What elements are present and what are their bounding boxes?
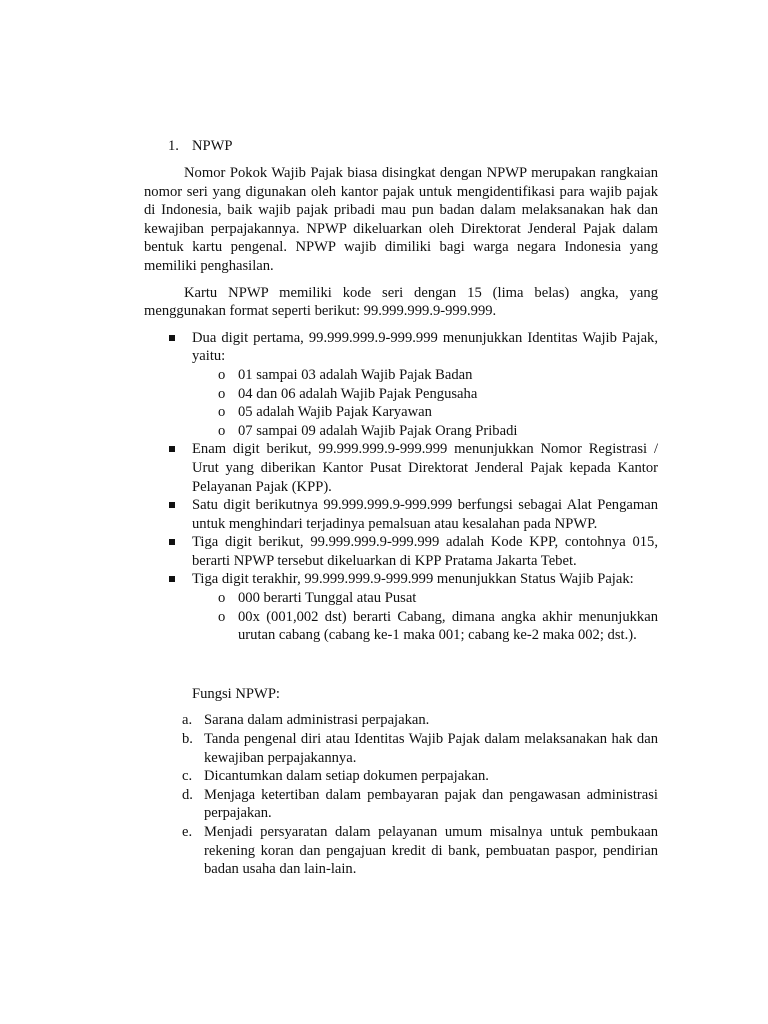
fungsi-item-label: e.	[182, 824, 193, 840]
square-bullet-icon	[169, 539, 175, 545]
sub-list-item	[192, 366, 658, 385]
heading-title: NPWP	[192, 138, 233, 154]
circle-bullet-icon: o	[218, 366, 226, 383]
fungsi-item	[144, 786, 658, 823]
fungsi-item-label: d.	[182, 786, 193, 803]
fungsi-item-label: b.	[182, 731, 193, 748]
square-bullet-icon	[169, 335, 175, 341]
square-bullet-icon	[169, 576, 175, 582]
sub-list	[192, 589, 658, 645]
format-paragraph: Kartu NPWP memiliki kode seri dengan 15 (lima belas) angka, yang menggunakan format seperti berikut: 99.999.999.9-999.999.	[144, 284, 658, 320]
list-item-text: Dua digit pertama, 99.999.999.9-999.999 menunjukkan Identitas Wajib Pajak, yaitu:	[192, 329, 658, 365]
fungsi-item-label: a.	[182, 712, 193, 729]
intro-paragraph: Nomor Pokok Wajib Pajak biasa disingkat dengan NPWP merupakan rangkaian nomor seri yang digunakan oleh kantor pajak untuk mengidentifikasi para wajib pajak di Indonesia, baik wajib pajak pribadi mau pun badan dalam melaksanakan hak dan kewajiban perpajakannya. NPWP dikeluarkan oleh Direktorat Jenderal Pajak dalam bentuk kartu pengenal. NPWP wajib dimiliki bagi warga negara Indonesia yang memiliki penghasilan.	[144, 165, 658, 274]
sub-list-item	[192, 608, 658, 645]
sub-list-item	[192, 589, 658, 608]
circle-bullet-icon: o	[218, 422, 226, 439]
list-item	[144, 496, 658, 533]
list-item-text: Tiga digit berikut, 99.999.999.9-999.999 adalah Kode KPP, contohnya 015, berarti NPWP tersebut dikeluarkan di KPP Pratama Jakarta Tebet.	[192, 534, 658, 569]
list-item-text: Tiga digit terakhir, 99.999.999.9-999.999 menunjukkan Status Wajib Pajak:	[192, 571, 634, 588]
sub-list-item-text: 07 sampai 09 adalah Wajib Pajak Orang Pribadi	[238, 422, 518, 439]
heading-number: 1.	[168, 138, 179, 154]
fungsi-item-text: Sarana dalam administrasi perpajakan.	[204, 712, 430, 729]
fungsi-item	[144, 730, 658, 767]
section-heading	[168, 136, 658, 156]
circle-bullet-icon: o	[218, 385, 226, 402]
fungsi-list	[144, 711, 658, 878]
sub-list-item-text: 01 sampai 03 adalah Wajib Pajak Badan	[238, 366, 473, 383]
fungsi-item-text: Dicantumkan dalam setiap dokumen perpajakan.	[204, 768, 489, 785]
sub-list-item-text: 05 adalah Wajib Pajak Karyawan	[238, 404, 432, 421]
list-item	[144, 533, 658, 570]
sub-list-item	[192, 422, 658, 441]
sub-list-item-text: 000 berarti Tunggal atau Pusat	[238, 590, 417, 607]
sub-list-item	[192, 403, 658, 422]
sub-list-item-text: 04 dan 06 adalah Wajib Pajak Pengusaha	[238, 385, 478, 402]
sub-list-item	[192, 385, 658, 404]
fungsi-item	[144, 823, 658, 879]
circle-bullet-icon: o	[218, 608, 226, 625]
list-item	[144, 570, 658, 644]
fungsi-item-text: Menjadi persyaratan dalam pelayanan umum misalnya untuk pembukaan rekening koran dan pengajuan kredit di bank, pembuatan paspor, pendirian badan usaha dan lain-lain.	[204, 824, 658, 878]
sub-list	[192, 366, 658, 440]
list-item	[144, 329, 658, 441]
circle-bullet-icon: o	[218, 404, 226, 421]
list-item-text: Satu digit berikutnya 99.999.999.9-999.999 berfungsi sebagai Alat Pengaman untuk menghindari terjadinya pemalsuan atau kesalahan pada NPWP.	[192, 497, 658, 532]
fungsi-heading: Fungsi NPWP:	[192, 685, 280, 702]
fungsi-item-label: c.	[182, 768, 193, 785]
sub-list-item-text: 00x (001,002 dst) berarti Cabang, dimana angka akhir menunjukkan urutan cabang (cabang ke-1 maka 001; cabang ke-2 maka 002; dst.).	[238, 608, 658, 644]
document-page	[144, 136, 658, 879]
square-bullet-icon	[169, 446, 175, 452]
list-item-text: Enam digit berikut, 99.999.999.9-999.999 menunjukkan Nomor Registrasi / Urut yang diberikan Kantor Pusat Direktorat Jenderal Pajak kepada Kantor Pelayanan Pajak (KPP).	[192, 441, 658, 495]
fungsi-item-text: Menjaga ketertiban dalam pembayaran pajak dan pengawasan administrasi perpajakan.	[204, 786, 658, 822]
square-bullet-icon	[169, 502, 175, 508]
list-item	[144, 440, 658, 496]
circle-bullet-icon: o	[218, 590, 226, 607]
fungsi-item-text: Tanda pengenal diri atau Identitas Wajib Pajak dalam melaksanakan hak dan kewajiban perpajakannya.	[204, 731, 658, 766]
digit-explanation-list	[144, 329, 658, 645]
fungsi-item	[144, 711, 658, 730]
fungsi-item	[144, 767, 658, 786]
